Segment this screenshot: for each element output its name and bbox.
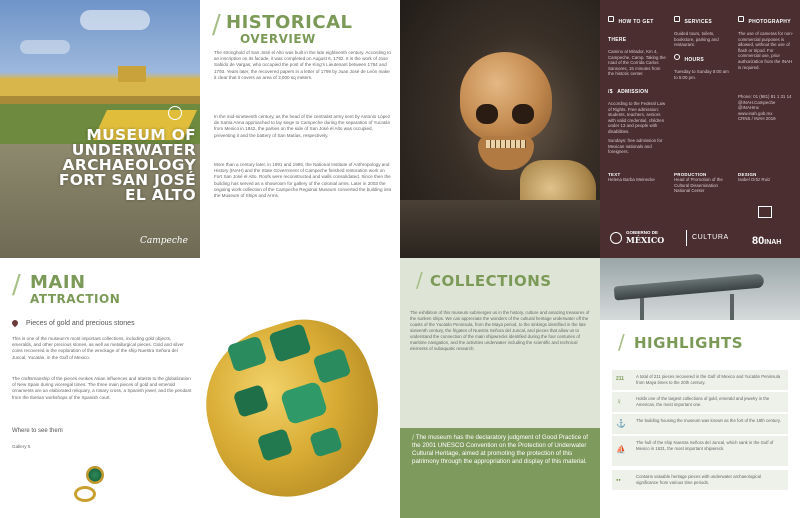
- collections-title: COLLECTIONS: [430, 272, 552, 290]
- clock-icon: [674, 54, 680, 60]
- title-slash-icon: /: [212, 10, 221, 40]
- mexico-text: MÉXICO: [626, 235, 665, 245]
- where-to-see-label: Where to see them: [12, 428, 63, 434]
- credits-text-value: Helena Barba Meinecke: [608, 177, 655, 182]
- info-panel: [600, 0, 800, 258]
- inah-small-emblem-icon: [758, 206, 772, 218]
- ring-band: [74, 486, 96, 502]
- historical-paragraph: More than a century later, in 1991 and 1995, the National Institute of Anthropology and History (INAH) and the State Government of Campeche finished restoration work on Fort San José el Alto. Roofs were reconstructed and walls consolidated. Since then the building has served as a showroom for gallery of the colonial arms. Later in 2003 the ongoing work collection of the Campeche Regional Museum converted the building into the Museum of Ships and Arms.: [214, 162, 392, 199]
- how-to-get-there-text: Camino al Mirador, Km 4, Campeche, Camp. Taking the road of the Corrida Carlos Sansores, 15 minutes from the historic center.: [608, 49, 666, 77]
- anchor-icon: ⚓: [616, 419, 626, 428]
- ship-icon: ⛵: [616, 445, 626, 454]
- cannon-barrel: [614, 273, 765, 300]
- stone-base: [400, 200, 600, 258]
- hours-block: [674, 48, 732, 80]
- admission-label: ADMISSION: [617, 89, 649, 95]
- fort-turret: [118, 66, 146, 82]
- quote-text: [412, 434, 592, 466]
- contact-twitter[interactable]: @INAHmx: [738, 105, 759, 111]
- inah-number: 80: [752, 235, 765, 247]
- highlight-item: [612, 370, 788, 390]
- hours-text: Tuesday to Sunday 8:00 am to 5:00 pm.: [674, 69, 729, 80]
- main-title: MAIN: [30, 272, 86, 293]
- highlight-item: [612, 470, 788, 490]
- admission-text: According to the Federal Law of Rights. Free admission: students, teachers, seniors with valid credential, children under 13 and people with disabilities.: [608, 101, 666, 134]
- cover-title-line: FORT SAN JOSÉ: [58, 171, 196, 189]
- credits-design-value: Isabel Ortiz Ruiz: [738, 177, 771, 182]
- gobierno-logo-icon: [610, 232, 622, 244]
- cannon-stand: [730, 294, 734, 320]
- credits-design-label: DESIGN: [738, 172, 757, 177]
- camera-icon: [738, 16, 744, 22]
- services-label: SERVICES: [684, 19, 713, 25]
- cover-panel: [0, 0, 200, 258]
- main-paragraph: The craftsmanship of the pieces evokes Asian influences and attests to the globalization of New Spain during viceregal times. The three main pieces of gold and emerald ornaments are an elaborated reliquary, a rosary cross, a Spanish jewel, and the pendant from the Iberian workshops of the Spanish court.: [12, 376, 192, 400]
- fort-wall-shadow: [0, 96, 200, 104]
- photography-text: The use of cameras for non-commercial purposes is allowed, without the use of flash or tripod. For commercial use, prior authorization from the INAH is required.: [738, 31, 794, 70]
- cultura-logo: CULTURA: [692, 234, 729, 241]
- gobierno-text: GOBIERNO DE: [626, 230, 659, 235]
- highlight-text: Contains valuable heritage pieces with underwater archaeological significance from various time periods.: [636, 474, 761, 485]
- dollar-icon: /$: [608, 89, 613, 95]
- number-211-icon: 211: [616, 376, 625, 382]
- credits-text: [608, 172, 666, 183]
- gobierno-logo: [626, 230, 664, 245]
- highlight-text: The building housing the museum was known as the fort of the 18th century.: [636, 418, 781, 423]
- quote-body: The museum has the declaratory judgment of Good Practice of the 2001 UNESCO Convention on the Protection of Underwater Cultural Heritage, aimed at promoting the protection of this patrimony through the appropriation and display of this material.: [412, 434, 589, 465]
- photography-block: [738, 10, 796, 70]
- credits-production-label: PRODUCTION: [674, 172, 707, 177]
- inah-text: INAH: [764, 239, 782, 246]
- inah-emblem-icon: [168, 106, 182, 120]
- inah-logo: [752, 231, 781, 249]
- skull-eye-socket: [476, 104, 498, 124]
- contact-block: [738, 94, 796, 122]
- collections-paragraph: The exhibition of this museum submerges us in the history, culture and amazing treasures of the sunken ships. We can appreciate the wonders of the cultural heritage underwater off the coasts of the Yucatán Peninsula, from the Maya period, to the sinkings identified in the late sixteenth century, the frigates of Nuestra Señora del Juncal, and pieces that allow us to understand the connection of the main shipwrecks identified during the four centuries of maritime navigation, and the activities underwater including the scientific and technical elements of subaquatic research.: [410, 310, 590, 351]
- highlight-item: [612, 436, 788, 466]
- skull-photo: [400, 0, 600, 258]
- credits-design: [738, 172, 796, 183]
- contact-email: CRNS / INAH 2019: [738, 116, 776, 122]
- ring-gem: [86, 466, 104, 484]
- historical-paragraph: In the mid-nineteenth century, as the head of the centralist army sent by Antonio López de Santa Anna approached to lay siege to Campeche during the separation of Yucatán from Mexico in 1842, the parties on the side of San José el Alto was occupied, preventing it and the battery of San Matías, respectively.: [214, 114, 391, 138]
- building-icon: [674, 16, 680, 22]
- how-to-get-there-label: HOW TO GET THERE: [608, 19, 654, 43]
- cover-title-line: UNDERWATER: [71, 141, 196, 159]
- venus-symbol-icon: ♀: [616, 397, 622, 406]
- historical-subtitle: OVERVIEW: [240, 32, 316, 46]
- cover-title-line: MUSEUM OF: [86, 126, 196, 144]
- contact-web[interactable]: www.inah.gob.mx: [738, 110, 773, 116]
- admission-block: [608, 80, 666, 135]
- skull-eye-socket: [512, 104, 534, 124]
- cannon-stand: [640, 298, 644, 320]
- cover-title-line: ARCHAEOLOGY: [62, 156, 196, 174]
- main-paragraph: This is one of the museum's most important collections, including gold objects, emeralds, and other precious stones, as well as metallurgical pieces. Gold and silver coins recovered in the exploration of the wreckage of the ship Nuestra Señora del Juncal, Yucatán, in the Gulf of Mexico.: [12, 336, 184, 360]
- hours-label: HOURS: [684, 57, 705, 63]
- historical-title: HISTORICAL: [226, 12, 353, 33]
- contact-facebook[interactable]: @INAH.Campeche: [738, 99, 776, 105]
- main-attraction-section: [0, 258, 400, 518]
- skull-teeth: [486, 140, 526, 148]
- sky-cloud: [20, 40, 70, 54]
- sky-cloud: [80, 10, 150, 30]
- quote-slash-icon: /: [412, 434, 415, 441]
- gold-ring-image: [72, 464, 108, 506]
- collections-quote-box: [400, 428, 600, 518]
- contact-phone: Phone: 01 (981) 81 1 31 14: [738, 94, 792, 99]
- highlights-title: HIGHLIGHTS: [634, 334, 744, 352]
- photography-label: PHOTOGRAPHY: [748, 19, 791, 25]
- where-to-see-value: Gallery 5: [12, 444, 31, 449]
- cannon-photo: [600, 258, 800, 320]
- highlight-item: [612, 392, 788, 412]
- logo-divider: [686, 230, 687, 246]
- highlight-text: The hull of the ship Nuestra Señora del Juncal, which sank in the Gulf of Mexico in 1631, the most important shipwreck.: [636, 440, 774, 451]
- credits-production-value: Head of Promotion of the Cultural Dissemination National Center: [674, 177, 723, 194]
- cover-title-line: EL ALTO: [124, 186, 196, 204]
- highlight-item: [612, 414, 788, 434]
- location-pin-icon: [11, 319, 19, 327]
- highlight-text: A total of 211 pieces recovered in the Gulf of Mexico and Yucatán Peninsula from Maya times to the 20th century.: [636, 374, 781, 385]
- title-slash-icon: /: [416, 268, 423, 292]
- highlight-text: Holds one of the largest collections of gold, emerald and jewelry in the Americas, the most important one.: [636, 396, 770, 407]
- main-pin-label: Pieces of gold and precious stones: [26, 320, 135, 327]
- services-text: Guided tours, toilets, bookstore, parking and restaurant.: [674, 31, 719, 48]
- cover-title: [6, 128, 196, 203]
- title-slash-icon: /: [618, 330, 625, 354]
- title-slash-icon: /: [12, 270, 21, 300]
- speech-bubble-icon: ●●: [616, 477, 621, 482]
- credits-production: [674, 172, 732, 194]
- skull-cranium: [460, 52, 552, 142]
- credits-text-label: TEXT: [608, 172, 621, 177]
- services-block: [674, 10, 732, 48]
- main-subtitle: ATTRACTION: [30, 292, 121, 306]
- historical-section: [200, 0, 400, 258]
- how-to-get-there-block: [608, 10, 666, 77]
- sundays-note: Sundays: free admission for Mexican nationals and foreigners.: [608, 138, 663, 155]
- historical-paragraph: The stronghold of San José el Alto was built in the late eighteenth century. According to an inscription on its facade, it was completed on August 6, 1792. It is the work of Jose Sabido de Vargas, who occupied the post of the King's Lieutenant between 1784 and 1793. Years later, the recovered papers in a letter of 1799 by Juan José de León make it clear that it covers an area of 3,000 sq meters.: [214, 50, 391, 80]
- emerald-pendant-image: [200, 314, 390, 504]
- cover-subtitle: Campeche: [139, 236, 188, 246]
- road-sign-icon: [608, 16, 614, 22]
